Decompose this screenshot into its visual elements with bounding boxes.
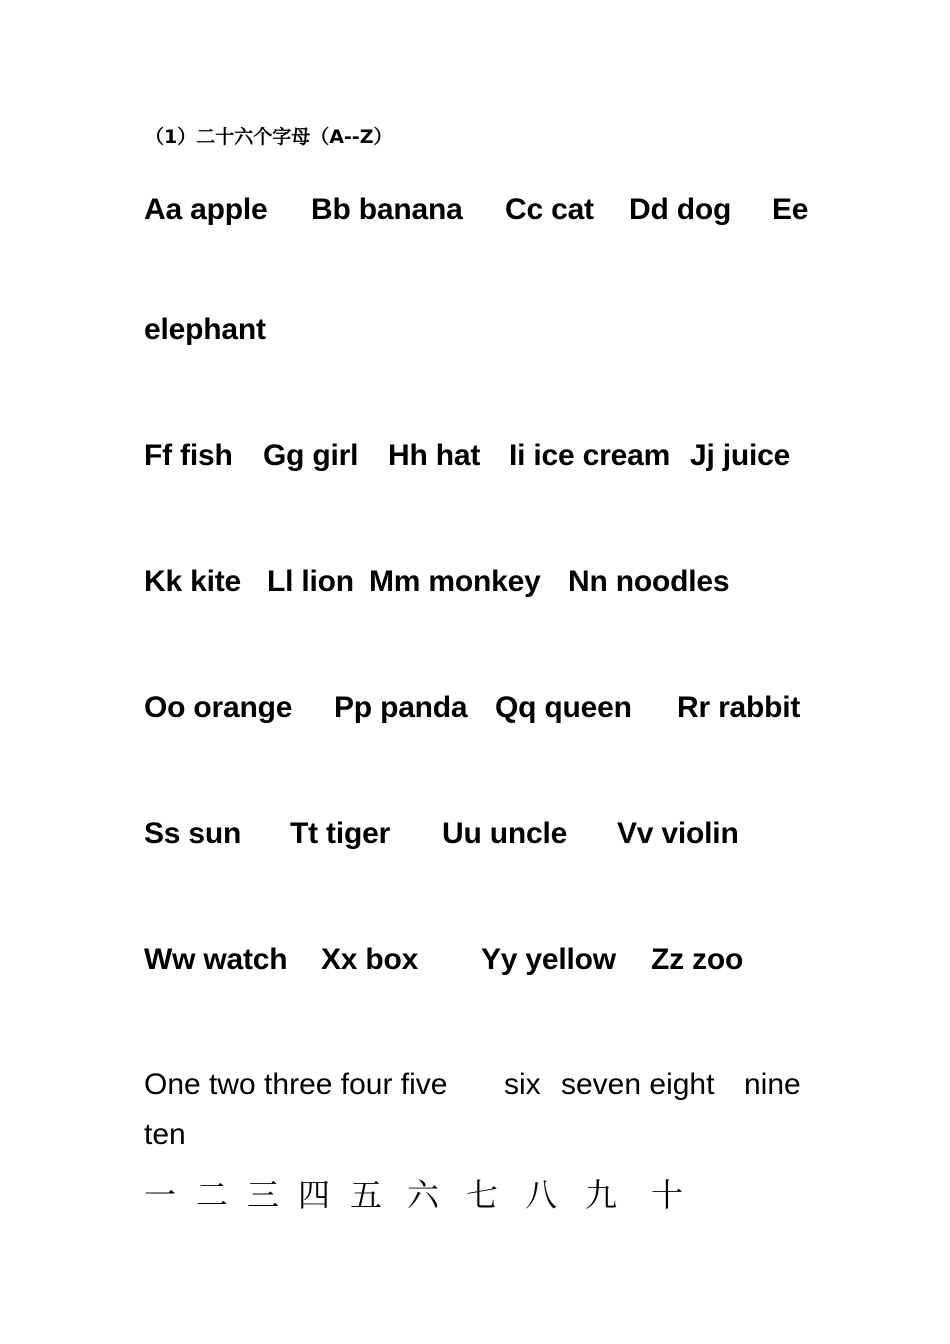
letter-word-t: Tt tiger — [290, 817, 391, 850]
letter-word-u: Uu uncle — [442, 817, 568, 850]
letter-word-h: Hh hat — [388, 439, 481, 472]
numbers-one-to-five: One two three four five — [144, 1068, 448, 1101]
cn-number-2: 二 — [196, 1176, 229, 1214]
cn-number-5: 五 — [350, 1176, 383, 1214]
letter-word-a: Aa apple — [144, 193, 268, 226]
number-nine: nine — [744, 1068, 801, 1101]
letter-word-g: Gg girl — [263, 439, 359, 472]
letter-word-q: Qq queen — [495, 691, 632, 724]
letter-word-l: Ll lion — [267, 565, 354, 598]
letter-word-p: Pp panda — [334, 691, 468, 724]
cn-number-1: 一 — [144, 1176, 177, 1214]
letter-word-r: Rr rabbit — [677, 691, 801, 724]
cn-number-4: 四 — [298, 1176, 331, 1214]
letter-word-w: Ww watch — [144, 943, 288, 976]
letter-word-c: Cc cat — [505, 193, 594, 226]
cn-number-8: 八 — [525, 1176, 558, 1214]
letter-word-o: Oo orange — [144, 691, 293, 724]
letter-word-z: Zz zoo — [651, 943, 744, 976]
cn-number-3: 三 — [247, 1176, 280, 1214]
letter-word-y: Yy yellow — [481, 943, 616, 976]
letter-word-f: Ff fish — [144, 439, 233, 472]
letter-word-j: Jj juice — [690, 439, 791, 472]
letter-word-s: Ss sun — [144, 817, 242, 850]
cn-number-7: 七 — [466, 1176, 499, 1214]
letter-word-x: Xx box — [321, 943, 419, 976]
numbers-seven-eight: seven eight — [561, 1068, 715, 1101]
letter-word-n: Nn noodles — [568, 565, 730, 598]
section-heading: （1）二十六个字母（A--Z） — [145, 126, 393, 148]
cn-number-10: 十 — [651, 1176, 684, 1214]
letter-word-e-continued: elephant — [144, 313, 266, 346]
letter-word-k: Kk kite — [144, 565, 241, 598]
letter-word-v: Vv violin — [617, 817, 739, 850]
letter-word-d: Dd dog — [629, 193, 732, 226]
number-six: six — [504, 1068, 541, 1101]
cn-number-6: 六 — [407, 1176, 440, 1214]
letter-word-i: Ii ice cream — [509, 439, 671, 472]
letter-word-b: Bb banana — [311, 193, 463, 226]
number-ten: ten — [144, 1118, 186, 1151]
letter-word-e: Ee — [772, 193, 809, 226]
cn-number-9: 九 — [585, 1176, 618, 1214]
letter-word-m: Mm monkey — [369, 565, 541, 598]
